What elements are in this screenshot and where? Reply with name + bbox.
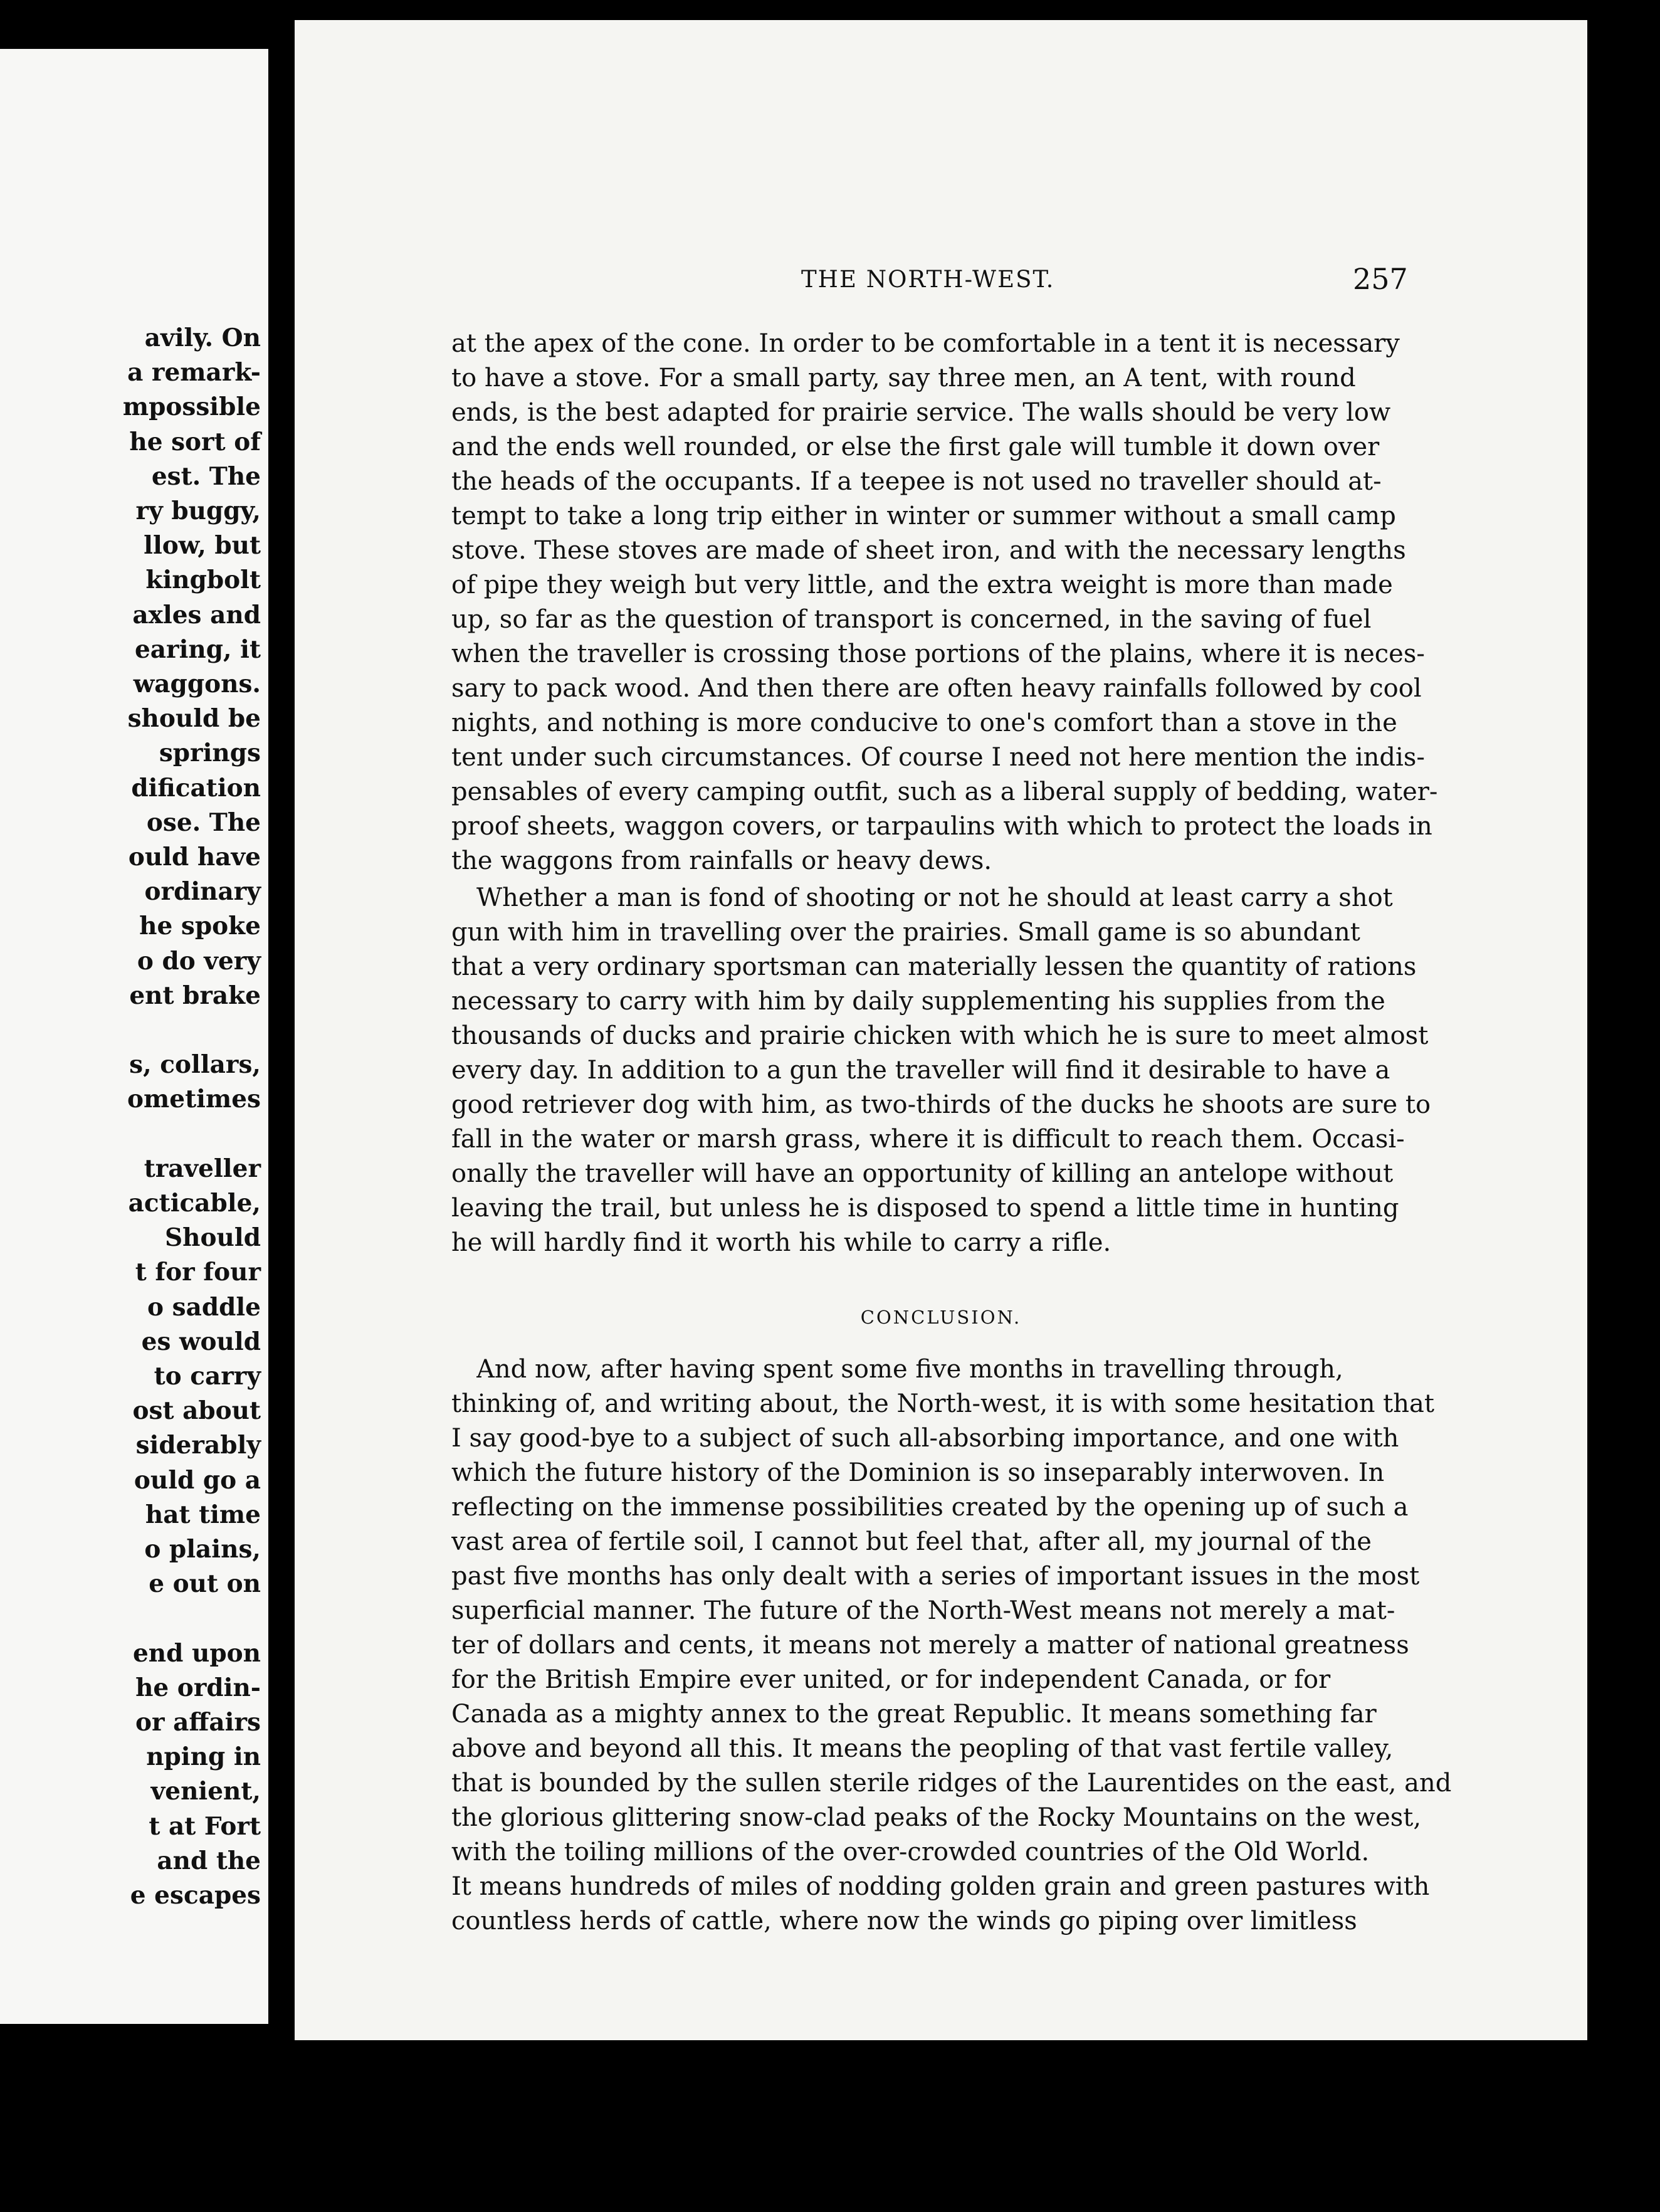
facing-page-text-fragment: ry buggy, — [135, 497, 261, 525]
facing-page-text-fragment: ould go a — [134, 1465, 261, 1495]
text-line: which the future history of the Dominion is so inseparably interwoven. In — [451, 1458, 1385, 1487]
facing-page-text-fragment: springs — [159, 739, 261, 768]
facing-page-text-fragment: axles and — [132, 600, 261, 629]
text-line: with the toiling millions of the over-crowded countries of the Old World. — [451, 1838, 1370, 1867]
facing-page-text-fragment: ost about — [132, 1396, 261, 1426]
text-line: And now, after having spent some five months in travelling through, — [476, 1355, 1343, 1384]
text-line: vast area of fertile soil, I cannot but feel that, after all, my journal of the — [451, 1527, 1372, 1556]
facing-page-text-fragment: to carry — [154, 1362, 261, 1391]
text-line: proof sheets, waggon covers, or tarpaulins with which to protect the loads in — [451, 812, 1432, 841]
facing-page-text-fragment: e escapes — [130, 1881, 261, 1910]
section-heading-conclusion: CONCLUSION. — [860, 1307, 1022, 1328]
text-line: countless herds of cattle, where now the winds go piping over limitless — [451, 1907, 1357, 1936]
text-line: good retriever dog with him, as two-thirds of the ducks he shoots are sure to — [451, 1090, 1431, 1119]
facing-page-text-fragment: ent brake — [129, 981, 261, 1010]
facing-page-text-fragment: he ordin- — [135, 1673, 261, 1702]
facing-page-text-fragment: ose. The — [146, 808, 261, 837]
facing-page-text-fragment: ordinary — [144, 877, 261, 907]
facing-page-text-fragment: o plains, — [144, 1535, 261, 1564]
facing-page-text-fragment: est. The — [151, 461, 261, 491]
facing-page-text-fragment: should be — [127, 704, 261, 734]
text-line: sary to pack wood. And then there are often heavy rainfalls followed by cool — [451, 674, 1422, 703]
facing-page-left — [0, 49, 268, 2024]
text-line: at the apex of the cone. In order to be comfortable in a tent it is necessary — [451, 329, 1400, 358]
facing-page-text-fragment: ould have — [128, 843, 261, 872]
text-line: fall in the water or marsh grass, where it is difficult to reach them. Occasi- — [451, 1125, 1405, 1154]
page-number: 257 — [1353, 262, 1408, 296]
text-line: necessary to carry with him by daily supplementing his supplies from the — [451, 987, 1385, 1016]
facing-page-text-fragment: he spoke — [139, 912, 261, 941]
text-line: stove. These stoves are made of sheet iron, and with the necessary lengths — [451, 536, 1406, 565]
text-line: that is bounded by the sullen sterile ridges of the Laurentides on the east, and — [451, 1769, 1452, 1798]
text-line: pensables of every camping outfit, such as a liberal supply of bedding, water- — [451, 777, 1438, 806]
book-page-right — [295, 20, 1587, 2040]
facing-page-text-fragment: earing, it — [134, 635, 261, 664]
text-line: gun with him in travelling over the prairies. Small game is so abundant — [451, 918, 1360, 947]
text-line: up, so far as the question of transport is concerned, in the saving of fuel — [451, 605, 1372, 634]
facing-page-text-fragment: acticable, — [128, 1189, 261, 1218]
text-line: tempt to take a long trip either in winter or summer without a small camp — [451, 502, 1396, 530]
facing-page-text-fragment: es would — [141, 1327, 261, 1356]
text-line: every day. In addition to a gun the traveller will find it desirable to have a — [451, 1056, 1390, 1085]
text-line: leaving the trail, but unless he is disposed to spend a little time in hunting — [451, 1194, 1399, 1223]
book-gutter — [268, 0, 295, 2212]
text-line: the heads of the occupants. If a teepee is not used no traveller should at- — [451, 467, 1382, 496]
text-line: reflecting on the immense possibilities created by the opening up of such a — [451, 1493, 1409, 1522]
facing-page-text-fragment: llow, but — [144, 531, 261, 561]
text-line: the waggons from rainfalls or heavy dews. — [451, 846, 992, 875]
text-line: ends, is the best adapted for prairie service. The walls should be very low — [451, 398, 1391, 427]
facing-page-text-fragment: traveller — [144, 1154, 261, 1183]
facing-page-text-fragment: t for four — [135, 1258, 261, 1287]
text-line: to have a stove. For a small party, say three men, an A tent, with round — [451, 364, 1356, 392]
facing-page-text-fragment: t at Fort — [149, 1811, 261, 1841]
facing-page-text-fragment: Should — [165, 1223, 261, 1253]
text-line: and the ends well rounded, or else the first gale will tumble it down over — [451, 433, 1380, 461]
text-line: onally the traveller will have an opportunity of killing an antelope without — [451, 1159, 1394, 1188]
text-line: that a very ordinary sportsman can materially lessen the quantity of rations — [451, 952, 1417, 981]
text-line: above and beyond all this. It means the peopling of that vast fertile valley, — [451, 1734, 1394, 1763]
facing-page-text-fragment: siderably — [135, 1431, 261, 1460]
text-line: superficial manner. The future of the North-West means not merely a mat- — [451, 1596, 1395, 1625]
text-line: for the British Empire ever united, or for independent Canada, or for — [451, 1665, 1331, 1694]
facing-page-text-fragment: nping in — [146, 1742, 261, 1772]
text-line: nights, and nothing is more conducive to one's comfort than a stove in the — [451, 708, 1397, 737]
facing-page-text-fragment: dification — [131, 773, 261, 803]
text-line: I say good-bye to a subject of such all-absorbing importance, and one with — [451, 1424, 1399, 1453]
facing-page-text-fragment: or affairs — [135, 1708, 261, 1737]
text-line: Canada as a mighty annex to the great Republic. It means something far — [451, 1700, 1377, 1729]
facing-page-text-fragment: end upon — [132, 1638, 261, 1668]
facing-page-text-fragment: he sort of — [129, 427, 261, 456]
facing-page-text-fragment: mpossible — [122, 392, 261, 422]
running-head-title: THE NORTH-WEST. — [801, 266, 1055, 293]
text-line: the glorious glittering snow-clad peaks of the Rocky Mountains on the west, — [451, 1803, 1422, 1832]
facing-page-text-fragment: o do very — [137, 946, 261, 976]
facing-page-text-fragment: kingbolt — [145, 566, 261, 595]
text-line: when the traveller is crossing those portions of the plains, where it is neces- — [451, 640, 1425, 668]
text-line: tent under such circumstances. Of course I need not here mention the indis- — [451, 743, 1425, 772]
text-line: he will hardly find it worth his while to carry a rifle. — [451, 1228, 1111, 1257]
text-line: of pipe they weigh but very little, and the extra weight is more than made — [451, 571, 1393, 599]
facing-page-text-fragment: waggons. — [133, 670, 261, 698]
facing-page-text-fragment: e out on — [149, 1569, 261, 1599]
running-head — [295, 262, 1587, 303]
text-line: thinking of, and writing about, the North-west, it is with some hesitation that — [451, 1389, 1434, 1418]
text-line: past five months has only dealt with a series of important issues in the most — [451, 1562, 1420, 1591]
facing-page-text-fragment: ometimes — [127, 1085, 261, 1114]
facing-page-text-fragment: hat time — [145, 1500, 261, 1529]
facing-page-text-fragment: s, collars, — [129, 1050, 261, 1080]
text-line: ter of dollars and cents, it means not merely a matter of national greatness — [451, 1631, 1409, 1660]
facing-page-text-fragment: avily. On — [144, 324, 261, 352]
facing-page-text-fragment: a remark- — [127, 358, 261, 387]
facing-page-text-fragment: o saddle — [147, 1292, 261, 1322]
text-line: Whether a man is fond of shooting or not he should at least carry a shot — [476, 883, 1393, 912]
text-line: It means hundreds of miles of nodding golden grain and green pastures with — [451, 1872, 1430, 1901]
facing-page-text-fragment: and the — [157, 1846, 261, 1875]
facing-page-text-fragment: venient, — [150, 1777, 261, 1806]
text-line: thousands of ducks and prairie chicken with which he is sure to meet almost — [451, 1021, 1429, 1050]
